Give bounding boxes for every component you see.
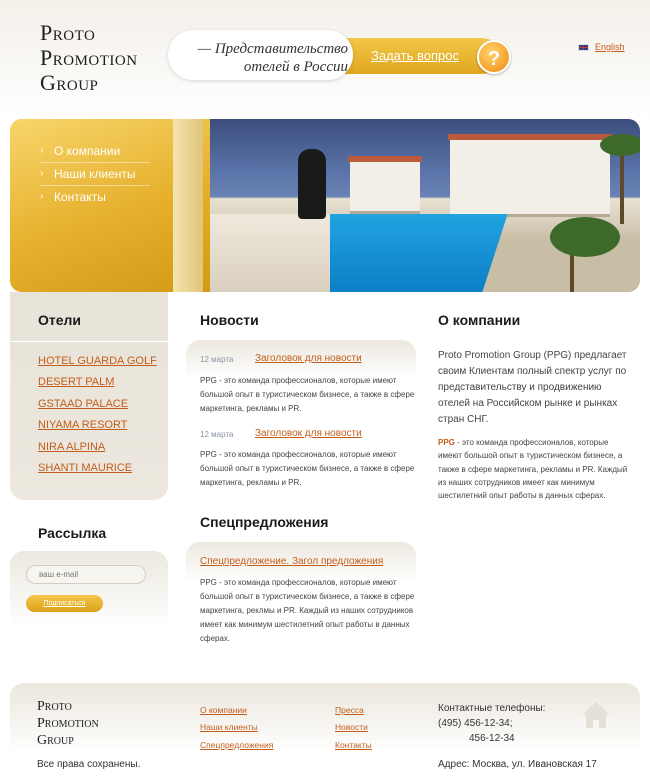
logo-line-2: Promotion — [40, 45, 138, 70]
footer-link-press[interactable]: Пресса — [335, 705, 364, 715]
footer-logo[interactable] — [37, 698, 99, 749]
offer-text: PPG - это команда профессионалов, которые имеют большой опыт в туристическом бизнесе, а также в сфере маркетинга, реклмы и PR. Каждый из наших сотрудников имеет как минимум шестилетний опыт работы в данных сферах. — [200, 578, 415, 643]
newsletter-panel — [10, 551, 168, 629]
about-paragraph: Proto Promotion Group (PPG) предлагает своим Клиентам полный спектр услуг по представительству и продвижению отелей на Российском рынке и рынках стран СНГ. — [438, 350, 627, 425]
news-date: 12 марта — [200, 355, 234, 364]
nav-item-label: Контакты — [54, 190, 106, 204]
chevron-right-icon: › — [40, 191, 44, 202]
slogan-line-2: отелей в России — [243, 59, 348, 75]
home-icon[interactable] — [580, 700, 612, 730]
chevron-right-icon: › — [40, 168, 44, 179]
language-switch[interactable] — [578, 42, 625, 52]
footer-link-contacts[interactable]: Контакты — [335, 740, 372, 750]
hotel-building-small — [350, 159, 420, 214]
palm-leaves-2 — [550, 217, 620, 257]
hotel-link[interactable]: GSTAAD PALACE — [38, 397, 129, 410]
ask-question-label[interactable]: Задать вопрос — [371, 48, 459, 63]
question-mark-icon[interactable]: ? — [477, 40, 511, 74]
footer-logo-line-1: Proto — [37, 699, 72, 714]
slogan-line-1: — Представительство — [197, 41, 348, 57]
building-roof-small — [348, 156, 422, 162]
language-link[interactable]: English — [595, 42, 625, 52]
nav-item-label: Наши клиенты — [54, 167, 136, 181]
logo-line-3: Group — [40, 70, 99, 95]
palm-trunk — [620, 144, 624, 224]
slogan — [180, 40, 348, 76]
uk-flag-icon — [578, 44, 589, 51]
building-roof — [448, 134, 612, 140]
offer-link[interactable]: Спецпредложение. Загол предложения — [200, 556, 384, 567]
footer-logo-line-3: Group — [37, 733, 74, 748]
subscribe-button[interactable]: Подписаться — [26, 595, 103, 612]
hotel-building — [450, 137, 610, 217]
hotels-title: Отели — [38, 312, 82, 328]
logo-line-1: Proto — [40, 20, 96, 45]
hotel-link[interactable]: NIYAMA RESORT — [38, 419, 128, 432]
nav-item-label: О компании — [54, 144, 121, 158]
palm-leaves — [600, 134, 640, 156]
hotel-link[interactable]: HOTEL GUARDA GOLF — [38, 355, 157, 367]
news-date: 12 марта — [200, 430, 234, 439]
contacts-label: Контактные телефоны: — [438, 703, 546, 714]
nav-item-clients[interactable] — [40, 163, 150, 186]
nav-item-about[interactable] — [40, 140, 150, 163]
hotel-link[interactable]: DESERT PALM — [38, 376, 115, 389]
news-headline-link[interactable]: Заголовок для новости — [255, 353, 362, 364]
woman-figure — [298, 149, 326, 219]
main-nav — [40, 140, 150, 209]
footer-link-about[interactable]: О компании — [200, 705, 247, 715]
phone-number: (495) 456-12-34; — [438, 718, 513, 729]
nav-item-contacts[interactable] — [40, 186, 150, 209]
site-logo[interactable] — [40, 20, 138, 95]
chevron-right-icon: › — [40, 145, 44, 156]
footer-link-news[interactable]: Новости — [335, 722, 368, 732]
footer-link-clients[interactable]: Наши клиенты — [200, 722, 258, 732]
hotels-list — [38, 352, 157, 480]
about-paragraph-2-text: - это команда профессионалов, которые имеют большой опыт в туристическом бизнесе, а также в сфере маркетинга, рекламы и PR. Каждый из наших сотрудников имеет как минимум шестилетний опыт работы в данных сферах. — [438, 438, 628, 501]
footer-logo-line-2: Promotion — [37, 716, 99, 731]
news-text: PPG - это команда профессионалов, которые имеют большой опыт в туристическом бизнесе, а также в сфере маркетинга, рекламы и PR. — [200, 450, 415, 487]
offers-title: Спецпредложения — [200, 514, 329, 530]
news-title: Новости — [200, 312, 259, 328]
footer-link-offers[interactable]: Спецпредложения — [200, 740, 274, 750]
news-headline-link[interactable]: Заголовок для новости — [255, 428, 362, 439]
about-title: О компании — [438, 312, 521, 328]
news-text: PPG - это команда профессионалов, которые имеют большой опыт в туристическом бизнесе, а также в сфере маркетинга, рекламы и PR. — [200, 376, 415, 413]
divider — [10, 341, 168, 342]
banner-pillar — [173, 119, 203, 292]
phone-number-2: 456-12-34 — [469, 733, 515, 744]
copyright: Все права сохранены. — [37, 759, 141, 770]
email-field[interactable] — [26, 565, 146, 584]
hotel-link[interactable]: SHANTI MAURICE — [38, 461, 133, 474]
ppg-highlight: PPG — [438, 438, 455, 447]
hotel-link[interactable]: NIRA ALPINA — [38, 440, 106, 453]
about-paragraph-2 — [438, 436, 628, 502]
balcony — [200, 214, 330, 292]
address: Адрес: Москва, ул. Ивановская 17 — [438, 759, 597, 770]
newsletter-title: Рассылка — [38, 525, 107, 541]
